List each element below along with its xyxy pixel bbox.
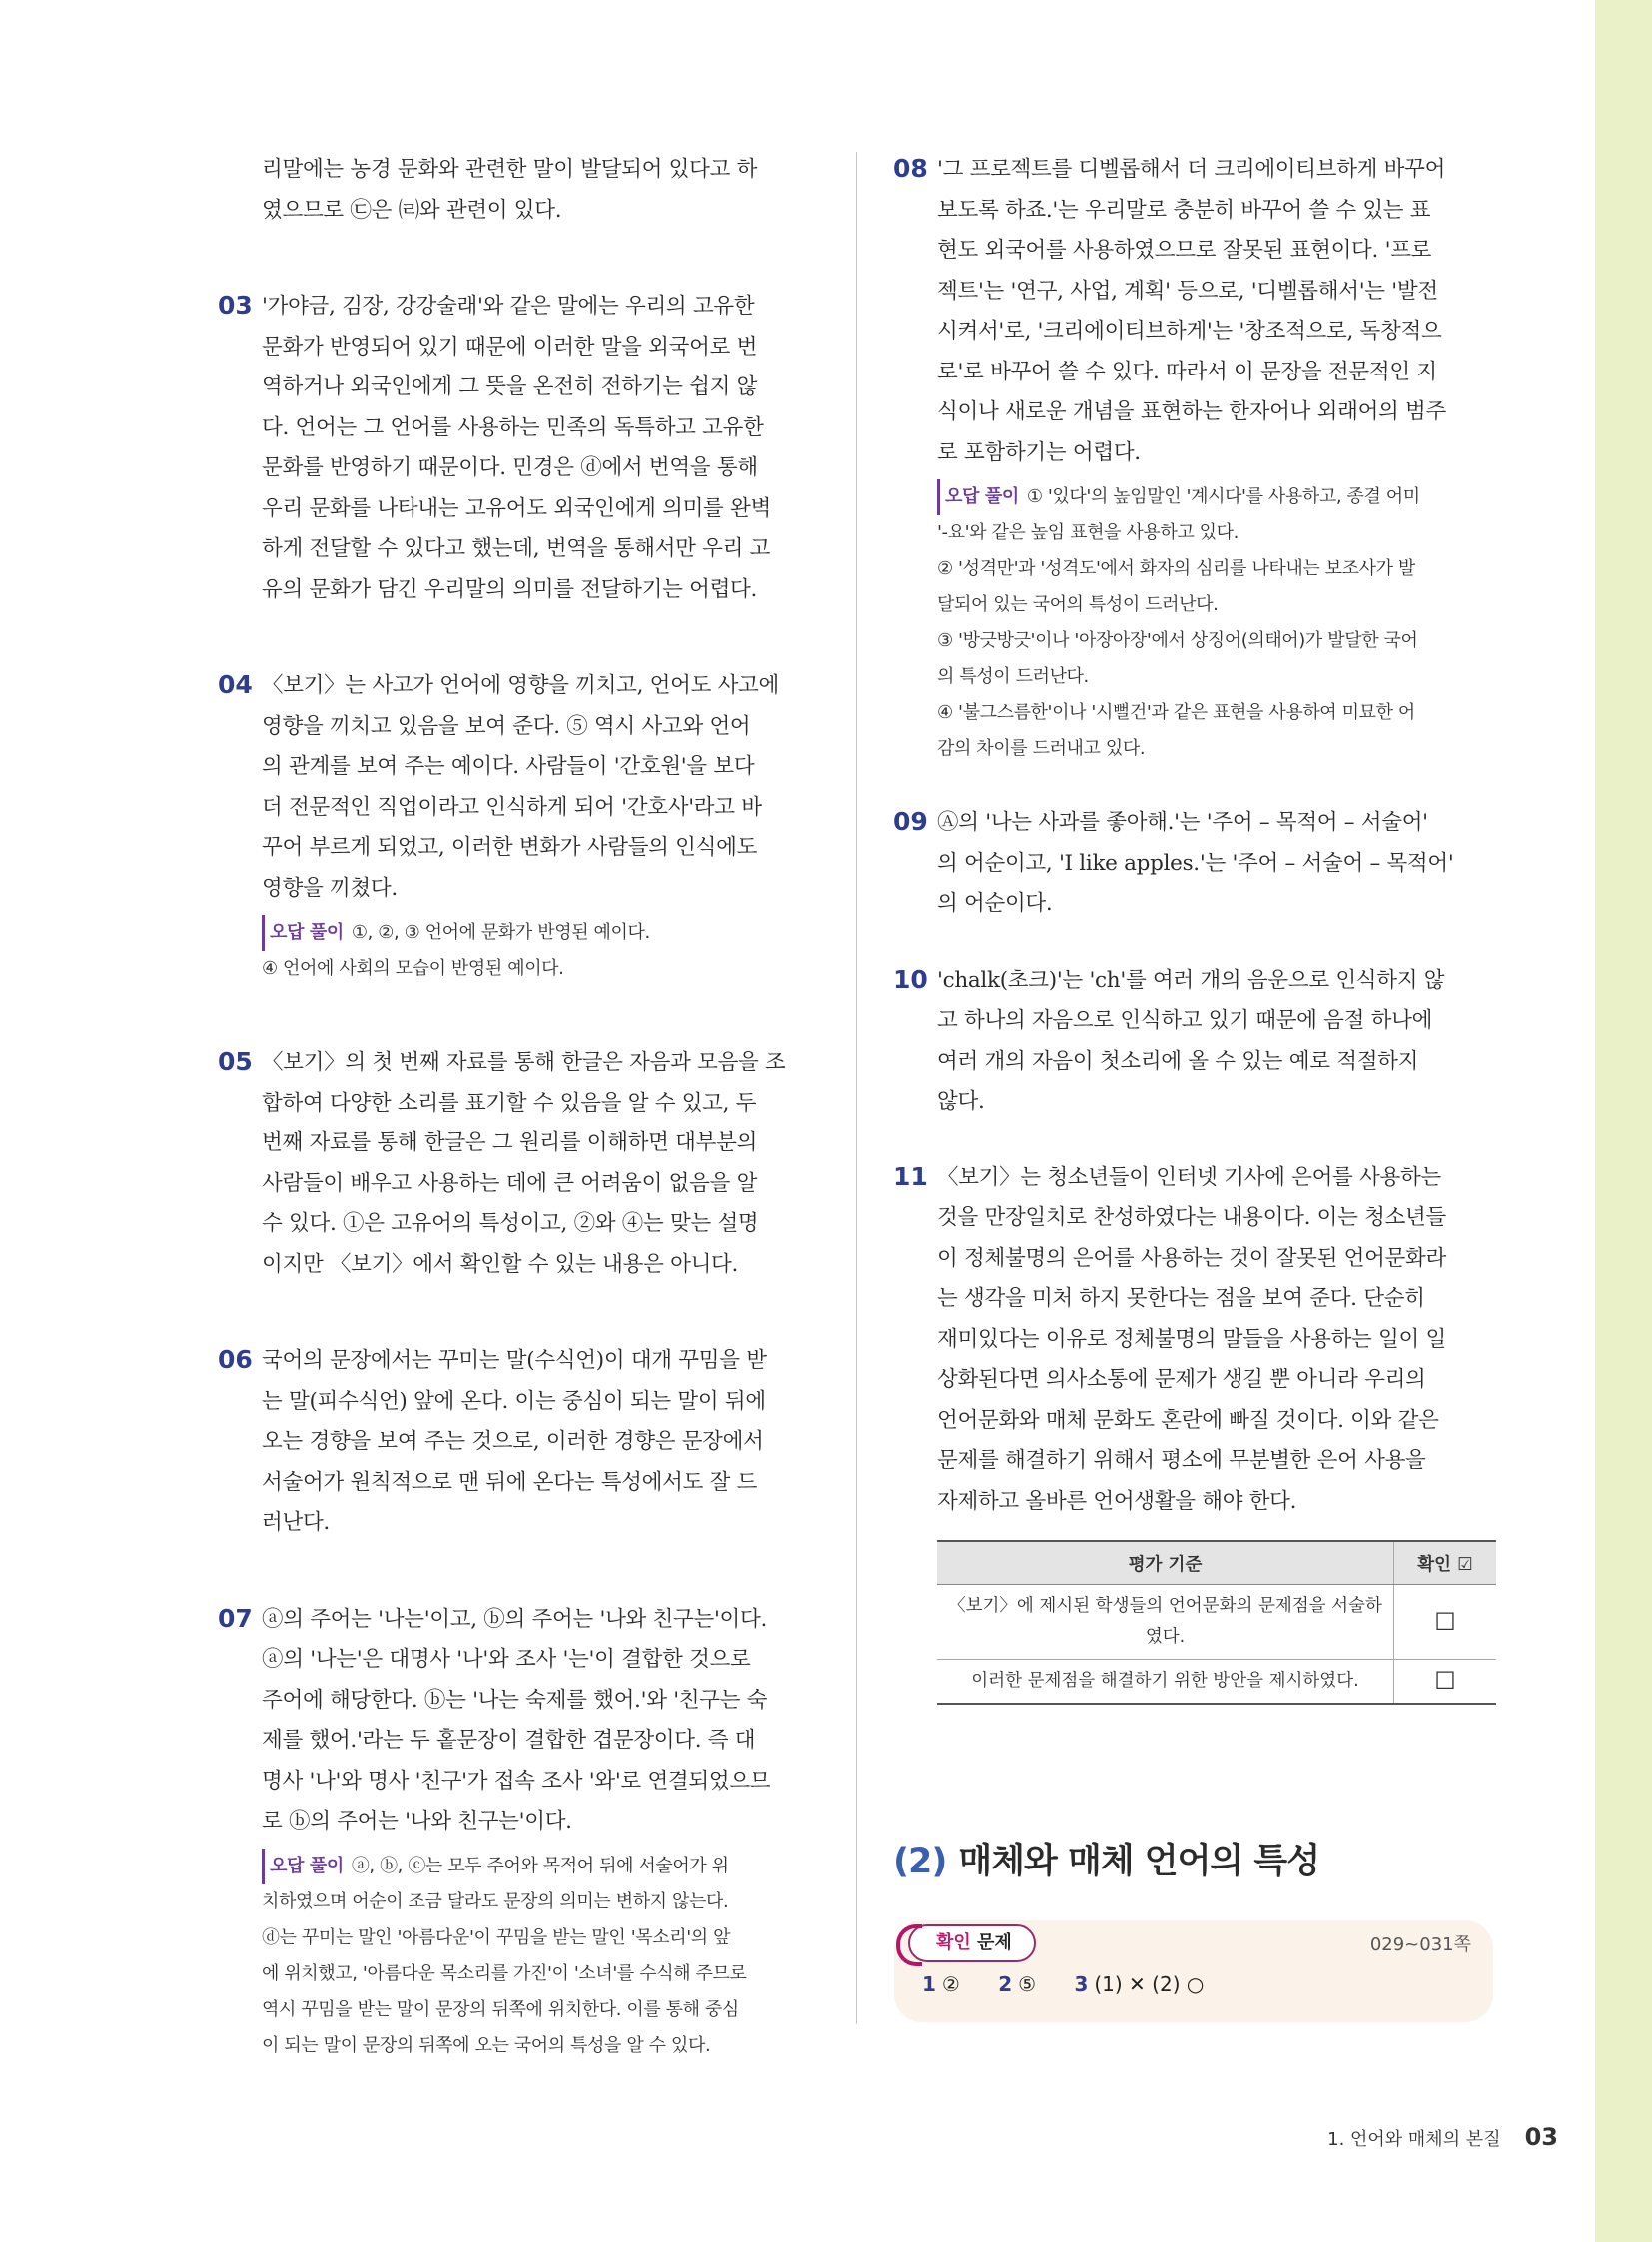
criteria-header: 평가 기준 xyxy=(937,1541,1394,1585)
question-number: 07 xyxy=(218,1603,253,1633)
page-number: 03 xyxy=(1524,2123,1558,2151)
answer-item xyxy=(922,1972,960,1996)
note-text: 달되어 있는 국어의 특성이 드러난다. xyxy=(937,594,1219,615)
continued-text xyxy=(218,150,821,231)
note-text: '-요'와 같은 높임 표현을 사용하고 있다. xyxy=(937,522,1239,543)
text-line: 의 관계를 보여 주는 예이다. 사람들이 '간호원'을 보다 xyxy=(262,754,755,779)
answer-item xyxy=(1074,1972,1204,1996)
note-text: ④ 언어에 사회의 모습이 반영된 예이다. xyxy=(262,958,564,979)
text-line: '그 프로젝트를 디벨롭해서 더 크리에이티브하게 바꾸어 xyxy=(937,157,1446,182)
question-number: 11 xyxy=(893,1161,928,1191)
note-text: ① '있다'의 높임말인 '계시다'를 사용하고, 종결 어미 xyxy=(1026,486,1420,507)
text-line: 고 하나의 자음으로 인식하고 있기 때문에 음절 하나에 xyxy=(937,1008,1433,1033)
wrong-answer-note xyxy=(262,1849,821,2064)
text-line: 서술어가 원칙적으로 맨 뒤에 온다는 특성에서도 잘 드 xyxy=(262,1469,758,1495)
note-text: ①, ②, ③ 언어에 문화가 반영된 예이다. xyxy=(351,922,650,943)
text-line: 문화가 반영되어 있기 때문에 이러한 말을 외국어로 번 xyxy=(262,334,758,360)
text-line: 국어의 문장에서는 꾸미는 말(수식언)이 대개 꾸밈을 받 xyxy=(262,1348,767,1373)
note-text: 이 되는 말이 문장의 뒤쪽에 오는 국어의 특성을 알 수 있다. xyxy=(262,2034,711,2056)
text-line: 이지만 〈보기〉에서 확인할 수 있는 내용은 아니다. xyxy=(262,1251,739,1277)
checkbox[interactable]: ☐ xyxy=(1394,1660,1497,1705)
text-line: 의 어순이다. xyxy=(937,891,1053,916)
question-number: 03 xyxy=(218,291,253,320)
answer-03 xyxy=(218,287,821,610)
left-column xyxy=(218,150,821,2120)
text-line: 다. 언어는 그 언어를 사용하는 민족의 독특하고 고유한 xyxy=(262,414,764,440)
text-line: 로 포함하기는 어렵다. xyxy=(937,439,1141,465)
text-line: 더 전문적인 직업이라고 인식하게 되어 '간호사'라고 바 xyxy=(262,794,762,820)
column-divider xyxy=(856,152,857,2024)
text-line: 현도 외국어를 사용하였으므로 잘못된 표현이다. '프로 xyxy=(937,238,1432,263)
note-text: 감의 차이를 드러내고 있다. xyxy=(937,738,1146,759)
confirm-label-rest: 문제 xyxy=(970,1932,1012,1953)
answer-09 xyxy=(893,803,1494,925)
answer-value: (1) ✕ (2) ○ xyxy=(1094,1972,1205,1996)
note-label: 오답 풀이 xyxy=(262,1849,344,1884)
check-header: 확인 ☑ xyxy=(1394,1541,1497,1585)
text-line: 하게 전달할 수 있다고 했는데, 번역을 통해서만 우리 고 xyxy=(262,536,771,561)
question-number: 06 xyxy=(218,1345,253,1374)
question-number: 05 xyxy=(218,1047,253,1076)
note-text: ⓐ, ⓑ, ⓒ는 모두 주어와 목적어 뒤에 서술어가 위 xyxy=(351,1855,729,1876)
text-line: 명사 '나'와 명사 '친구'가 접속 조사 '와'로 연결되었으므 xyxy=(262,1768,771,1794)
text-line: 자제하고 올바른 언어생활을 해야 한다. xyxy=(937,1488,1297,1514)
text-line: 역하거나 외국인에게 그 뜻을 온전히 전하기는 쉽지 않 xyxy=(262,374,758,399)
text-line: 않다. xyxy=(937,1089,985,1114)
text-line: 〈보기〉는 청소년들이 인터넷 기사에 은어를 사용하는 xyxy=(937,1164,1441,1190)
answer-08 xyxy=(893,150,1494,767)
text-line: ⓐ의 '나는'은 대명사 '나'와 조사 '는'이 결합한 것으로 xyxy=(262,1647,751,1672)
text-line: 영향을 끼쳤다. xyxy=(262,875,398,901)
confirm-label-accent: 확인 xyxy=(936,1932,971,1953)
text-line: 로 ⓑ의 주어는 '나와 친구는'이다. xyxy=(262,1809,572,1834)
text-line: 였으므로 ㉢은 ㈃와 관련이 있다. xyxy=(262,197,562,223)
text-line: 로'로 바꾸어 쓸 수 있다. 따라서 이 문장을 전문적인 지 xyxy=(937,359,1437,384)
text-line: 러난다. xyxy=(262,1510,330,1535)
answer-11 xyxy=(893,1158,1494,1523)
note-text: ③ '방긋방긋'이나 '아장아장'에서 상징어(의태어)가 발달한 국어 xyxy=(937,630,1418,651)
note-text: ④ '불그스름한'이나 '시뻘건'과 같은 표현을 사용하여 미묘한 어 xyxy=(937,702,1415,723)
text-line: 것을 만장일치로 찬성하였다는 내용이다. 이는 청소년들 xyxy=(937,1205,1446,1230)
note-text: 치하였으며 어순이 조금 달라도 문장의 의미는 변하지 않는다. xyxy=(262,1890,729,1912)
text-line: 사람들이 배우고 사용하는 데에 큰 어려움이 없음을 알 xyxy=(262,1170,758,1196)
note-text: ② '성격만'과 '성격도'에서 화자의 심리를 나타내는 보조사가 발 xyxy=(937,558,1415,579)
page-edge-band xyxy=(1595,0,1652,2242)
text-line: 식이나 새로운 개념을 표현하는 한자어나 외래어의 범주 xyxy=(937,399,1446,424)
answer-06 xyxy=(218,1341,821,1544)
text-line: 시켜서'로, '크리에이티브하게'는 '창조적으로, 독창적으 xyxy=(937,319,1442,344)
section-title-text: 매체와 매체 언어의 특성 xyxy=(958,1842,1320,1881)
answer-number: 2 xyxy=(998,1972,1013,1996)
text-line: 보도록 하죠.'는 우리말로 충분히 바꾸어 쓸 수 있는 표 xyxy=(937,197,1431,223)
text-line: 문화를 반영하기 때문이다. 민경은 ⓓ에서 번역을 통해 xyxy=(262,455,758,480)
question-number: 04 xyxy=(218,670,253,699)
confirm-problems-box xyxy=(894,1920,1493,2022)
wrong-answer-note xyxy=(262,915,821,987)
note-text: 에 위치했고, '아름다운 목소리를 가진'이 '소녀'를 수식해 주므로 xyxy=(262,1962,747,1984)
text-line: Ⓐ의 '나는 사과를 좋아해.'는 '주어 – 목적어 – 서술어' xyxy=(937,810,1428,835)
text-line: 합하여 다양한 소리를 표기할 수 있음을 알 수 있고, 두 xyxy=(262,1090,757,1116)
answer-value: ② xyxy=(941,1972,960,1996)
answer-value: ⑤ xyxy=(1018,1972,1037,1996)
text-line: 〈보기〉는 사고가 언어에 영향을 끼치고, 언어도 사고에 xyxy=(262,673,779,698)
text-line: ⓐ의 주어는 '나는'이고, ⓑ의 주어는 '나와 친구는'이다. xyxy=(262,1606,768,1632)
text-line: '가야금, 김장, 강강술래'와 같은 말에는 우리의 고유한 xyxy=(262,294,755,319)
answer-07 xyxy=(218,1600,821,2064)
section-number: (2) xyxy=(893,1842,947,1881)
note-text: 역시 꾸밈을 받는 말이 문장의 뒤쪽에 위치한다. 이를 통해 중심 xyxy=(262,1998,739,2020)
criteria-cell: 〈보기〉에 제시된 학생들의 언어문화의 문제점을 서술하였다. xyxy=(937,1585,1394,1660)
text-line: 〈보기〉의 첫 번째 자료를 통해 한글은 자음과 모음을 조 xyxy=(262,1050,786,1075)
note-text: 의 특성이 드러난다. xyxy=(937,666,1089,687)
text-line: 리말에는 농경 문화와 관련한 말이 발달되어 있다고 하 xyxy=(262,157,758,182)
text-line: 언어문화와 매체 문화도 혼란에 빠질 것이다. 이와 같은 xyxy=(937,1407,1439,1433)
answer-number: 1 xyxy=(922,1972,936,1996)
question-number: 10 xyxy=(893,964,928,994)
checkbox[interactable]: ☐ xyxy=(1394,1585,1497,1660)
answer-04 xyxy=(218,666,821,987)
text-line: 제를 했어.'라는 두 홑문장이 결합한 겹문장이다. 즉 대 xyxy=(262,1728,756,1753)
table-header-row xyxy=(937,1541,1496,1585)
confirm-label xyxy=(908,1924,1036,1962)
section-heading xyxy=(893,1834,1319,1883)
evaluation-table xyxy=(937,1540,1496,1705)
answer-10 xyxy=(893,961,1494,1122)
text-line: 우리 문화를 나타내는 고유어도 외국인에게 의미를 완벽 xyxy=(262,495,771,521)
note-label: 오답 풀이 xyxy=(937,479,1019,515)
text-line: 젝트'는 '연구, 사업, 계획' 등으로, '디벨롭해서'는 '발전 xyxy=(937,278,1438,304)
text-line: 'chalk(초크)'는 'ch'를 여러 개의 음운으로 인식하지 않 xyxy=(937,967,1445,993)
page-range: 029~031쪽 xyxy=(1369,1934,1471,1955)
wrong-answer-note xyxy=(937,479,1494,767)
text-line: 이 정체불명의 은어를 사용하는 것이 잘못된 언어문화라 xyxy=(937,1245,1446,1271)
page-footer xyxy=(1327,2123,1558,2151)
text-line: 유의 문화가 담긴 우리말의 의미를 전달하기는 어렵다. xyxy=(262,576,758,602)
text-line: 의 어순이고, 'I like apples.'는 '주어 – 서술어 – 목적어' xyxy=(937,850,1454,876)
table-row xyxy=(937,1585,1496,1660)
text-line: 여러 개의 자음이 첫소리에 올 수 있는 예로 적절하지 xyxy=(937,1048,1419,1074)
footer-chapter-title: 1. 언어와 매체의 본질 xyxy=(1327,2129,1501,2150)
text-line: 문제를 해결하기 위해서 평소에 무분별한 은어 사용을 xyxy=(937,1448,1426,1473)
answer-list xyxy=(922,1972,1236,1996)
criteria-cell: 이러한 문제점을 해결하기 위한 방안을 제시하였다. xyxy=(937,1660,1394,1705)
note-text: ⓓ는 꾸미는 말인 '아름다운'이 꾸밈을 받는 말인 '목소리'의 앞 xyxy=(262,1926,731,1948)
right-column xyxy=(893,150,1494,1705)
text-line: 상화된다면 의사소통에 문제가 생길 뿐 아니라 우리의 xyxy=(937,1367,1426,1392)
text-line: 번째 자료를 통해 한글은 그 원리를 이해하면 대부분의 xyxy=(262,1130,758,1155)
text-line: 는 생각을 미처 하지 못한다는 점을 보여 준다. 단순히 xyxy=(937,1286,1425,1311)
text-line: 는 말(피수식언) 앞에 온다. 이는 중심이 되는 말이 뒤에 xyxy=(262,1388,766,1414)
table-row xyxy=(937,1660,1496,1705)
text-line: 오는 경향을 보여 주는 것으로, 이러한 경향은 문장에서 xyxy=(262,1429,764,1454)
note-label: 오답 풀이 xyxy=(262,915,344,951)
question-number: 09 xyxy=(893,807,928,836)
text-line: 주어에 해당한다. ⓑ는 '나는 숙제를 했어.'와 '친구는 숙 xyxy=(262,1687,768,1713)
text-line: 꾸어 부르게 되었고, 이러한 변화가 사람들의 인식에도 xyxy=(262,835,758,860)
text-line: 영향을 끼치고 있음을 보여 준다. ⑤ 역시 사고와 언어 xyxy=(262,713,751,739)
text-line: 재미있다는 이유로 정체불명의 말들을 사용하는 일이 일 xyxy=(937,1326,1446,1352)
answer-number: 3 xyxy=(1074,1972,1089,1996)
question-number: 08 xyxy=(893,154,928,183)
answer-05 xyxy=(218,1043,821,1285)
text-line: 수 있다. ①은 고유어의 특성이고, ②와 ④는 맞는 설명 xyxy=(262,1211,759,1236)
answer-item xyxy=(998,1972,1036,1996)
